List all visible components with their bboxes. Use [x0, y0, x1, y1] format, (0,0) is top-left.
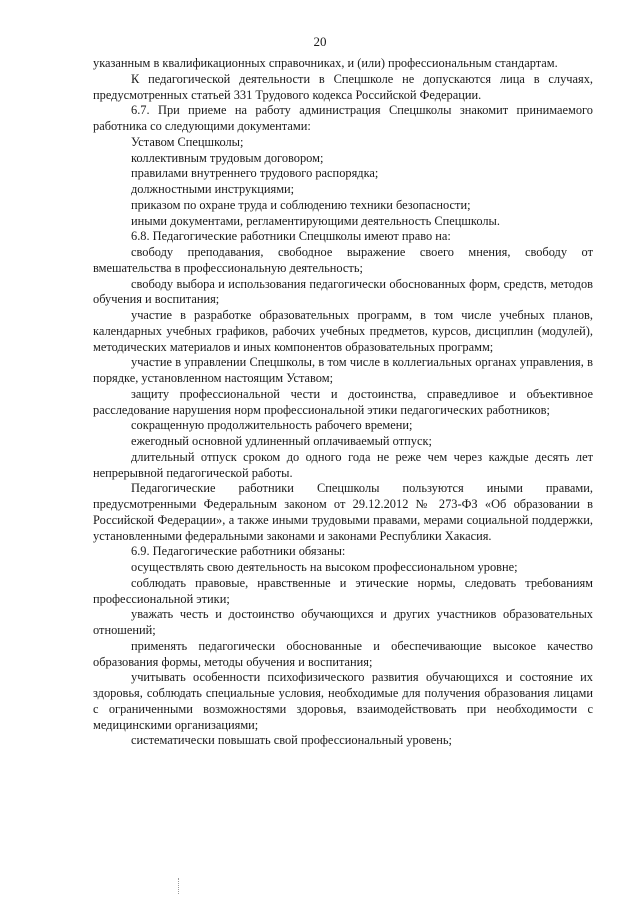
paragraph: защиту профессиональной чести и достоинства, справедливое и объективное расследование нарушения норм профессиональной этики педагогических работников; — [93, 386, 593, 417]
paragraph: уважать честь и достоинство обучающихся и других участников образовательных отношений; — [93, 607, 593, 637]
paragraph: указанным в квалификационных справочниках, и (или) профессиональным стандартам. — [93, 56, 558, 70]
paragraph: систематически повышать свой профессиональный уровень; — [131, 733, 452, 748]
paragraph: осуществлять свою деятельность на высоком профессиональном уровне; — [131, 560, 518, 574]
paragraph: участие в управлении Спецшколы, в том числе в коллегиальных органах управления, в порядке, установленном настоящим Уставом; — [93, 355, 593, 385]
document-body — [93, 56, 593, 749]
scan-mark — [178, 878, 181, 894]
paragraph: должностными инструкциями; — [131, 182, 295, 196]
paragraph: 6.7. При приеме на работу администрация Спецшколы знакомит принимаемого работника со следующими документами: — [93, 103, 593, 133]
paragraph: К педагогической деятельности в Спецшколе не допускаются лица в случаях, предусмотренных статьей 331 Трудового кодекса Российской Федерации. — [93, 71, 593, 102]
page-number: 20 — [313, 34, 327, 49]
paragraph: Уставом Спецшколы; — [131, 134, 244, 149]
paragraph: свободу выбора и использования педагогически обоснованных форм, средств, методов обучения и воспитания; — [93, 276, 593, 307]
paragraph: Педагогические работники Спецшколы пользуются иными правами, предусмотренными Федеральным законом от 29.12.2012 № 273-ФЗ «Об образовании в Российской Федерации», а также иными трудовыми правами, мерами социальной поддержки, установленными федеральными законами и законами Республики Хакасия. — [93, 481, 593, 543]
paragraph: участие в разработке образовательных программ, в том числе учебных планов, календарных учебных графиков, рабочих учебных предметов, курсов, дисциплин (модулей), методических материалов и иных компонентов образовательных программ; — [93, 308, 593, 354]
paragraph: 6.9. Педагогические работники обязаны: — [131, 544, 346, 559]
paragraph: учитывать особенности психофизического развития обучающихся и состояние их здоровья, соблюдать специальные условия, необходимые для получения образования лицами с ограниченными возможностями здоровья, взаимодействовать при необходимости с медицинскими организациями; — [93, 670, 593, 732]
paragraph: сокращенную продолжительность рабочего времени; — [131, 418, 413, 433]
paragraph: 6.8. Педагогические работники Спецшколы имеют право на: — [131, 229, 451, 244]
paragraph: иными документами, регламентирующими деятельность Спецшколы. — [131, 213, 500, 228]
paragraph: длительный отпуск сроком до одного года не реже чем через каждые десять лет непрерывной педагогической работы. — [93, 449, 593, 480]
paragraph: свободу преподавания, свободное выражение своего мнения, свободу от вмешательства в профессиональную деятельность; — [93, 245, 593, 275]
paragraph: применять педагогически обоснованные и обеспечивающие высокое качество образования формы, методы обучения и воспитания; — [93, 638, 593, 669]
paragraph: коллективным трудовым договором; — [131, 150, 324, 165]
paragraph: соблюдать правовые, нравственные и этические нормы, следовать требованиям профессиональной этики; — [93, 575, 593, 606]
paragraph: приказом по охране труда и соблюдению техники безопасности; — [131, 197, 471, 212]
paragraph: ежегодный основной удлиненный оплачиваемый отпуск; — [131, 434, 432, 448]
paragraph: правилами внутреннего трудового распорядка; — [131, 166, 379, 181]
